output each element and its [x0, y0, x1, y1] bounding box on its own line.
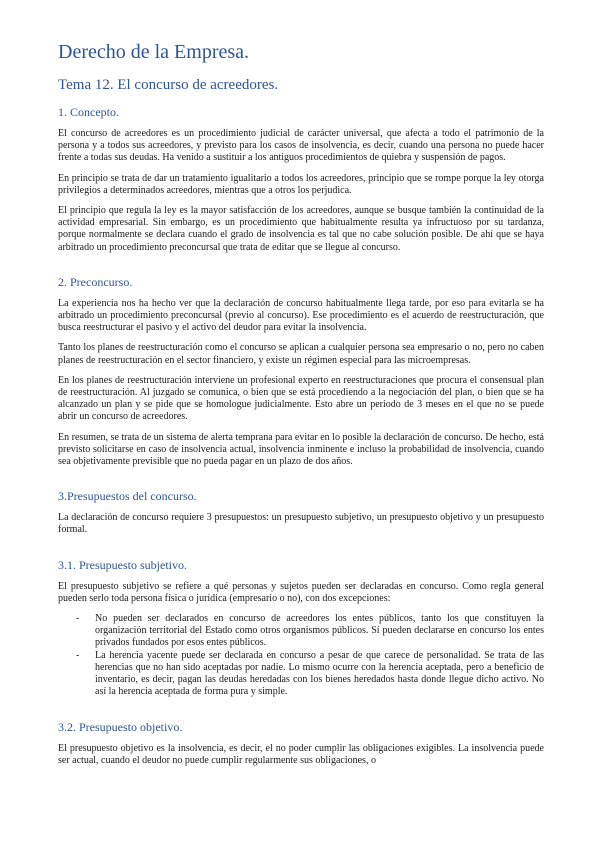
section-heading-concepto: 1. Concepto. [58, 105, 119, 119]
section-heading-objetivo: 3.2. Presupuesto objetivo. [58, 719, 183, 734]
paragraph: La experiencia nos ha hecho ver que la declaración de concurso habitualmente llega tarde, por eso para evitarla se ha arbitrado un procedimiento preconcursal (previo al concurso). Ese procedimiento es el acuerdo de reestructuración, que busca reestructurar el pasivo y el activo del deudor para evitar la insolvencia. [58, 297, 544, 334]
paragraph: En principio se trata de dar un tratamiento igualitario a todos los acreedores, principio que se rompe porque la ley otorga privilegios a determinados acreedores, mientras que a otros los perjudica. [58, 172, 544, 196]
paragraph: En los planes de reestructuración interviene un profesional experto en reestructuraciones que procura el consensual plan de reestructuración. Al juzgado se comunica, o bien que se está procediendo a la negociación del plan, o bien que se ha alcanzado un plan y se pide que se homologue judicialmente. Esto abre un periodo de 3 meses en el que no se puede abrir un concurso de acreedores. [58, 374, 544, 423]
paragraph: El presupuesto subjetivo se refiere a qué personas y sujetos pueden ser declaradas en concurso. Como regla general pueden serlo toda persona física o jurídica (empresario o no), con dos excepciones: [58, 580, 544, 604]
paragraph: El presupuesto objetivo es la insolvencia, es decir, el no poder cumplir las obligaciones exigibles. La insolvencia puede ser actual, cuando el deudor no puede cumplir regularmente sus obligaciones, o [58, 742, 544, 766]
list-item [58, 650, 544, 699]
document-page [58, 40, 544, 775]
paragraph: Tanto los planes de reestructuración como el concurso se aplican a cualquier persona sea empresario o no, pero no caben planes de reestructuración en el sector financiero, y existe un régimen especial para las microempresas. [58, 342, 544, 366]
paragraph: La declaración de concurso requiere 3 presupuestos: un presupuesto subjetivo, un presupuesto objetivo y un presupuesto formal. [58, 512, 544, 536]
list-item-text: La herencia yacente puede ser declarada en concurso a pesar de que carece de personalidad. Se trata de las herencias que no han sido aceptadas por nadie. Lo mismo ocurre con la herencia aceptada, pero a beneficio de inventario, es decir, pagan las deudas heredadas con los bienes heredados hasta donde llegue dicho activo. No así la herencia aceptada de forma pura y simple. [95, 649, 544, 698]
section-heading-preconcurso: 2. Preconcurso. [58, 274, 133, 289]
section-heading-subjetivo: 3.1. Presupuesto subjetivo. [58, 557, 187, 572]
topic-title: Tema 12. El concurso de acreedores. [58, 77, 279, 93]
section-heading-presupuestos: 3.Presupuestos del concurso. [58, 489, 197, 504]
dash-bullet: - [76, 649, 80, 661]
list-item [58, 613, 544, 650]
list-item-text: No pueden ser declarados en concurso de acreedores los entes públicos, tanto los que constituyen la organización territorial del Estado como otros organismos públicos. Sí pueden declararse en concurso los entes privados fundados por esos entes públicos. [95, 613, 544, 649]
paragraph: En resumen, se trata de un sistema de alerta temprana para evitar en lo posible la declaración de concurso. De hecho, está previsto solicitarse en caso de insolvencia actual, insolvencia inminente e incluso la probabilidad de insolvencia, cuando sea objetivamente previsible que no pueda pagar en un plazo de dos años. [58, 431, 544, 468]
dash-bullet: - [76, 613, 80, 625]
document-title: Derecho de la Empresa. [58, 41, 250, 63]
paragraph: El principio que regula la ley es la mayor satisfacción de los acreedores, aunque se busque también la continuidad de la actividad empresarial. Sin embargo, es un procedimiento que habitualmente resulta ya infructuoso por su tardanza, porque normalmente se declara cuando el grado de insolvencia es tal que no cabe solución posible. De ahí que se haya arbitrado un procedimiento preconcursal que trata de editar que se llegue al concurso. [58, 205, 544, 253]
paragraph: El concurso de acreedores es un procedimiento judicial de carácter universal, que afecta a todo el patrimonio de la persona y a todos sus acreedores, y previsto para los casos de insolvencia, es decir, cuando una persona no puede hacer frente a todas sus deudas. Ha venido a sustituir a los antiguos procedimientos de quiebra y suspensión de pagos. [58, 128, 544, 164]
exceptions-list [58, 613, 544, 698]
